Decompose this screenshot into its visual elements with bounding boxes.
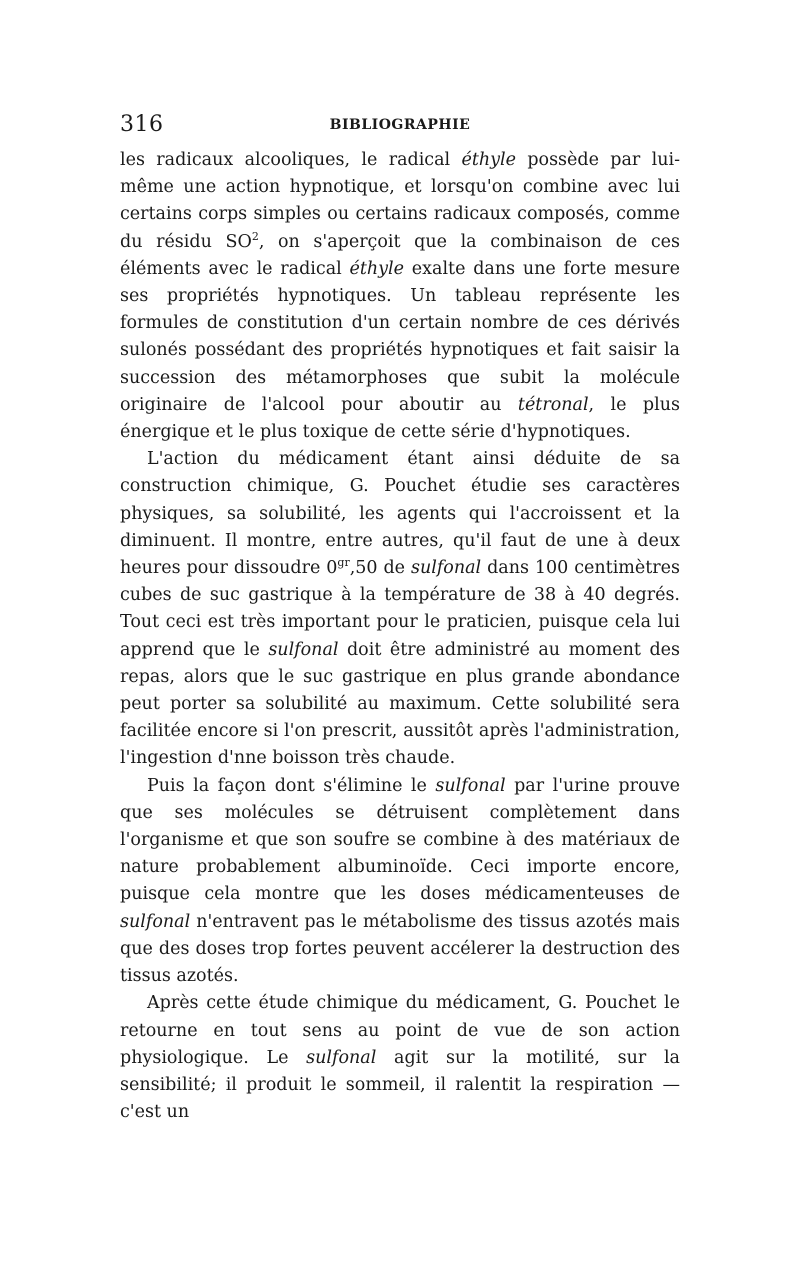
italic-term: sulfonal — [268, 639, 339, 660]
paragraph-4: Après cette étude chimique du médicament, G. Pouchet le retourne en tout sens au point de vue de son action physiologique. Le sulfonal agit sur la motilité, sur la sensibilité; il produit le sommeil, il ralentit la respiration — c'est un — [120, 993, 680, 1123]
text-body — [120, 147, 680, 1126]
italic-term: sulfonal — [120, 911, 191, 932]
running-title: BIBLIOGRAPHIE — [329, 117, 471, 133]
paragraph-1: les radicaux alcooliques, le radical éthyle possède par lui-même une action hypnotique, et lorsqu'on combine avec lui certains corps simples ou certains radicaux composés, comme du résidu $SO^2$, on s'aperçoit que la combinaison de ces éléments avec le radical éthyle exalte dans une forte mesure ses propriétés hypnotiques. Un tableau représente les formules de constitution d'un certain nombre de ces dérivés sulonés possédant des propriétés hypnotiques et fait saisir la succession des métamorphoses que subit la molécule originaire de l'alcool pour aboutir au tétronal, le plus énergique et le plus toxique de cette série d'hypnotiques. — [120, 150, 681, 443]
italic-term: sulfonal — [435, 775, 506, 796]
paragraph-3: Puis la façon dont s'élimine le sulfonal par l'urine prouve que ses molécules se détruisent complètement dans l'organisme et que son soufre se combine à des matériaux de nature probablement albuminoïde. Ceci importe encore, puisque cela montre que les doses médicamenteuses de sulfonal n'entravent pas le métabolisme des tissus azotés mais que des doses trop fortes peuvent accélerer la destruction des tissus azotés. — [120, 775, 681, 987]
superscript: 2 — [251, 229, 259, 243]
page-header — [120, 112, 680, 142]
italic-term: tétronal — [517, 394, 589, 415]
italic-term: sulfonal — [306, 1047, 377, 1068]
italic-term: éthyle — [349, 258, 405, 279]
italic-term: éthyle — [461, 150, 516, 170]
paragraph-2: L'action du médicament étant ainsi déduite de sa construction chimique, G. Pouchet étudie ses caractères physiques, sa solubilité, les agents qui l'accroissent et la diminuent. Il montre, entre autres, qu'il faut de une à deux heures pour dissoudre $0^{gr},50$ de sulfonal dans 100 centimètres cubes de suc gastrique à la température de 38 à 40 degrés. Tout ceci est très important pour le praticien, puisque cela lui apprend que le sulfonal doit être administré au moment des repas, alors que le suc gastrique en plus grande abondance peut porter sa solubilité au maximum. Cette solubilité sera facilitée encore si l'on prescrit, aussitôt après l'administration, l'ingestion d'nne boisson très chaude. — [120, 449, 680, 769]
page-number: 316 — [120, 112, 164, 137]
italic-term: sulfonal — [410, 558, 482, 579]
superscript: gr — [337, 556, 350, 570]
